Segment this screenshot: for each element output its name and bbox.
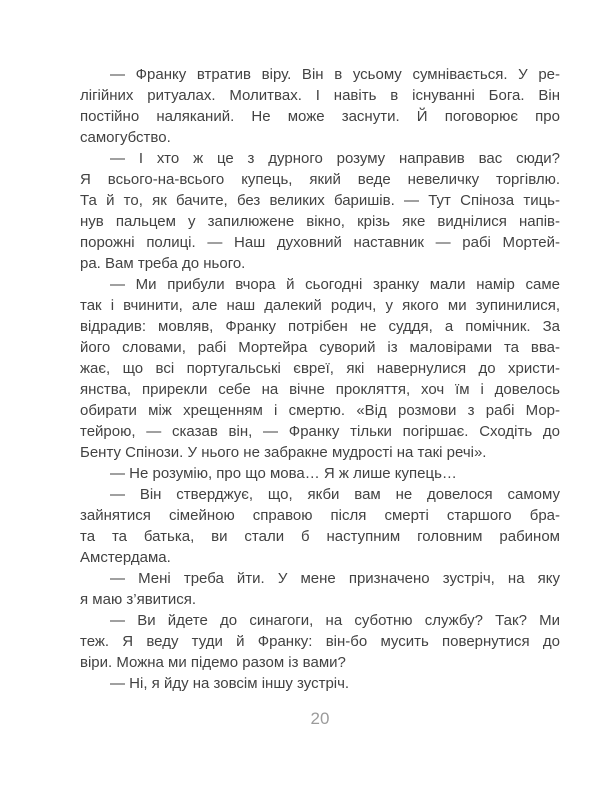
text-line: — І хто ж це з дурного розуму направив вас сюди? <box>110 150 560 167</box>
paragraph <box>80 484 560 568</box>
text-line: янства, прирекли себе на вічне прокляття, хоч їм і довелось <box>80 381 560 398</box>
text-block <box>80 64 560 694</box>
text-line: — Не розумію, про що мова… Я ж лише купець… <box>110 465 457 482</box>
text-line: — Мені треба йти. У мене призначено зустріч, на яку <box>110 570 560 587</box>
text-line: Та й то, як бачите, без великих баришів. — Тут Спіноза тиць- <box>80 192 560 209</box>
text-line: — Ми прибули вчора й сьогодні зранку мали намір саме <box>110 276 560 293</box>
text-line: Я всього-на-всього купець, який веде невеличку торгівлю. <box>80 171 560 188</box>
text-line: — Він стверджує, що, якби вам не довелося самому <box>110 486 560 503</box>
text-line: постійно наляканий. Не може заснути. Й поговорює про <box>80 108 560 125</box>
paragraph <box>80 148 560 274</box>
text-line: зайнятися сімейною справою після смерті старшого бра- <box>80 507 560 524</box>
text-line: ра. Вам треба до нього. <box>80 255 246 272</box>
text-line: лігійних ритуалах. Молитвах. І навіть в існуванні Бога. Він <box>80 87 560 104</box>
text-line: я маю з’явитися. <box>80 591 197 608</box>
text-line: нув пальцем у запилюжене вікно, крізь яке виднілися напів- <box>80 213 560 230</box>
paragraph <box>80 463 560 484</box>
paragraph <box>80 274 560 463</box>
paragraph <box>80 673 560 694</box>
text-line: — Франку втратив віру. Він в усьому сумнівається. У ре- <box>110 66 560 83</box>
text-line: самогубство. <box>80 129 171 146</box>
text-line: жає, що всі португальські євреї, які навернулися до христи- <box>80 360 560 377</box>
text-line: віри. Можна ми підемо разом із вами? <box>80 654 346 671</box>
text-line: — Ви йдете до синагоги, на суботню службу? Так? Ми <box>110 612 560 629</box>
text-line: відрадив: мовляв, Франку потрібен не суддя, а помічник. За <box>80 318 560 335</box>
text-line: його словами, рабі Мортейра суворий із маловірами та вва- <box>80 339 560 356</box>
text-line: та та батька, ви стали б наступним головним рабином <box>80 528 560 545</box>
text-line: Бенту Спінози. У нього не забракне мудрості на такі речі». <box>80 444 487 461</box>
page-number: 20 <box>310 709 330 728</box>
text-line: — Ні, я йду на зовсім іншу зустріч. <box>110 675 350 692</box>
text-line: так і вчинити, але наш далекий родич, у якого ми зупинилися, <box>80 297 560 314</box>
text-line: обирати між хрещенням і смертю. «Від розмови з рабі Мор- <box>80 402 560 419</box>
paragraph <box>80 64 560 148</box>
text-line: порожні полиці. — Наш духовний наставник — рабі Мортей- <box>80 234 560 251</box>
text-line: тейрою, — сказав він, — Франку тільки погіршає. Сходіть до <box>80 423 560 440</box>
paragraph <box>80 568 560 610</box>
text-line: теж. Я веду туди й Франку: він-бо мусить повернутися до <box>80 633 560 650</box>
paragraph <box>80 610 560 673</box>
text-line: Амстердама. <box>80 549 171 566</box>
